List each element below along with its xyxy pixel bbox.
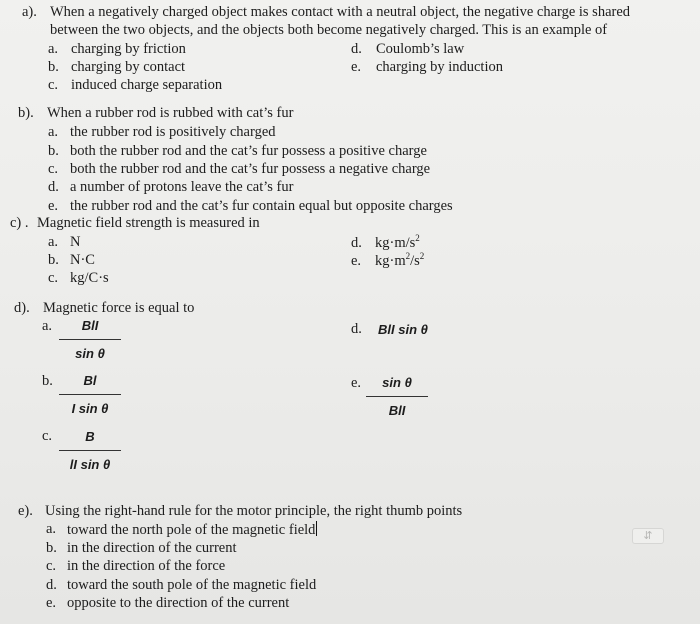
question-e-option-d: toward the south pole of the magnetic field — [67, 577, 317, 593]
fraction-denominator: I sin θ — [71, 401, 109, 416]
question-d-stem: Magnetic force is equal to — [43, 300, 195, 316]
question-b-option-e: the rubber rod and the cat’s fur contain equal but opposite charges — [70, 198, 453, 214]
option-letter: d. — [351, 41, 362, 57]
option-letter: d. — [46, 577, 57, 593]
question-a-option-d: Coulomb’s law — [376, 41, 465, 57]
question-b-option-c: both the rubber rod and the cat’s fur possess a negative charge — [70, 161, 431, 177]
question-e-option-c: in the direction of the force — [67, 558, 226, 574]
question-e-label: e). — [18, 503, 33, 519]
question-a-option-a: charging by friction — [71, 41, 186, 57]
question-e-option-e: opposite to the direction of the current — [67, 595, 290, 611]
question-d-option-d: BlI sin θ — [378, 322, 428, 337]
question-b-label: b). — [18, 105, 34, 121]
question-b-option-b: both the rubber rod and the cat’s fur possess a positive charge — [70, 143, 427, 159]
question-c-stem: Magnetic field strength is measured in — [37, 215, 260, 231]
option-letter: d. — [48, 179, 59, 195]
question-d-option-c-fraction — [55, 429, 125, 473]
question-b-option-a: the rubber rod is positively charged — [70, 124, 276, 140]
question-a-stem-line2: between the two objects, and the objects both become negatively charged. This is an example of — [50, 22, 608, 38]
question-a-label: a). — [22, 4, 37, 20]
question-a-stem-line1: When a negatively charged object makes contact with a neutral object, the negative charge is shared — [50, 4, 631, 20]
question-c-option-a: N — [70, 234, 81, 250]
option-letter: b. — [42, 373, 53, 389]
scroll-handle-icon[interactable]: ⇵ — [632, 528, 664, 544]
question-a-option-b: charging by contact — [71, 59, 186, 75]
question-e-option-b: in the direction of the current — [67, 540, 237, 556]
question-a-option-e: charging by induction — [376, 59, 503, 75]
option-letter: c. — [48, 270, 59, 286]
question-c-option-d: $kg\cdot m/s^2$ — [375, 233, 420, 251]
option-letter: c. — [48, 161, 59, 177]
option-letter: b. — [48, 143, 59, 159]
fraction-bar — [59, 450, 121, 451]
option-letter: c. — [46, 558, 57, 574]
option-letter: b. — [48, 59, 59, 75]
question-c-option-b: N·C — [70, 252, 95, 268]
fraction-denominator: sin θ — [75, 346, 105, 361]
option-letter: a. — [46, 521, 57, 537]
question-c-label: c) . — [10, 215, 29, 231]
question-c-option-c: kg/C·s — [70, 270, 109, 286]
question-b-option-d: a number of protons leave the cat’s fur — [70, 179, 294, 195]
option-letter: e. — [351, 375, 362, 391]
fraction-denominator: lI sin θ — [69, 457, 111, 472]
fraction-denominator: BlI — [388, 403, 406, 418]
option-letter: e. — [351, 253, 362, 269]
fraction-numerator: Bl — [83, 373, 97, 388]
option-letter: c. — [48, 77, 59, 93]
question-a-option-c: induced charge separation — [71, 77, 223, 93]
fraction-numerator: sin θ — [382, 375, 412, 390]
question-e-option-a[interactable]: toward the north pole of the magnetic field — [67, 522, 316, 538]
text-cursor — [316, 521, 317, 536]
question-d-option-a-fraction — [55, 318, 125, 362]
option-letter: e. — [46, 595, 57, 611]
option-letter: e. — [48, 198, 59, 214]
option-letter: a. — [48, 124, 59, 140]
question-d-label: d). — [14, 300, 30, 316]
fraction-bar — [366, 396, 428, 397]
option-letter: c. — [42, 428, 53, 444]
option-letter: d. — [351, 321, 362, 337]
fraction-numerator: BlI — [81, 318, 99, 333]
question-d-option-e-fraction — [362, 375, 432, 419]
fraction-bar — [59, 339, 121, 340]
option-letter: e. — [351, 59, 362, 75]
option-letter: b. — [48, 252, 59, 268]
question-c-option-e: $kg\cdot m^2/s^2$ — [375, 251, 425, 269]
question-d-option-b-fraction — [55, 373, 125, 417]
question-e-stem: Using the right-hand rule for the motor principle, the right thumb points — [45, 503, 463, 519]
option-letter: a. — [48, 234, 59, 250]
question-b-stem: When a rubber rod is rubbed with cat’s fur — [47, 105, 294, 121]
option-letter: a. — [48, 41, 59, 57]
option-letter: a. — [42, 318, 53, 334]
fraction-bar — [59, 394, 121, 395]
option-letter: d. — [351, 235, 362, 251]
fraction-numerator: B — [85, 429, 95, 444]
option-letter: b. — [46, 540, 57, 556]
